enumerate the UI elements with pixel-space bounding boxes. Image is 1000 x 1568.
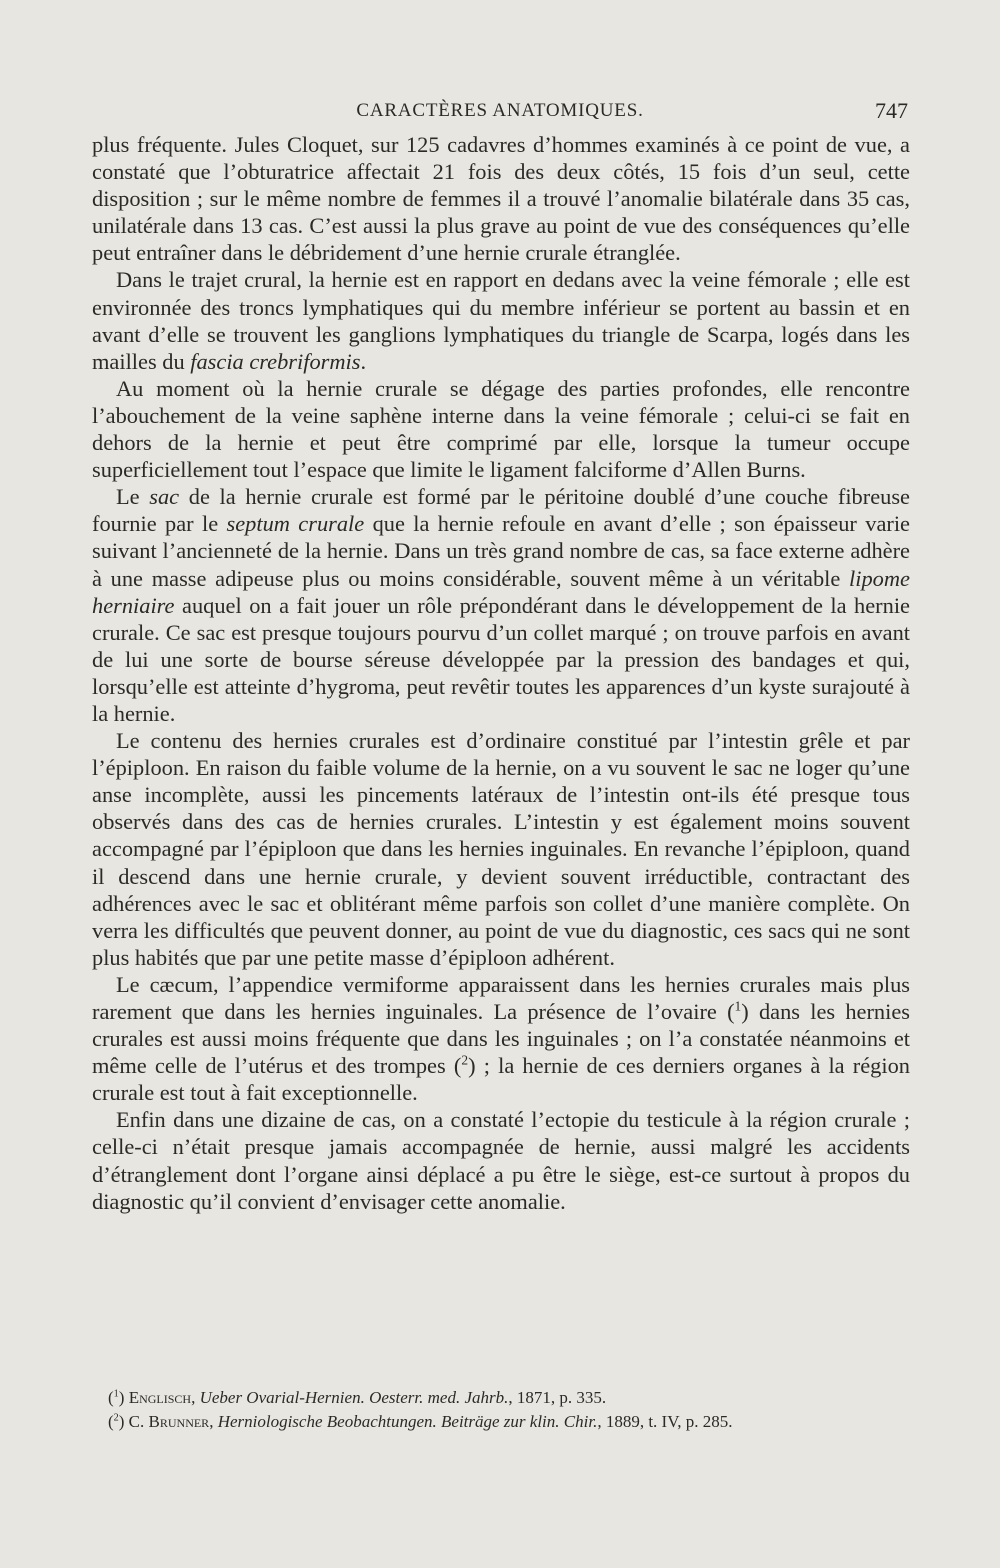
- text-run: que la hernie refoule en avant d’elle ; son épaisseur varie suivant l’ancienneté de la hernie. Dans un très grand nombre de cas, sa face externe adhère à une masse adipeuse plus ou moins considérable, souvent même à un véritable: [92, 511, 910, 591]
- body-text: [92, 131, 910, 1215]
- paragraph: [92, 971, 910, 1106]
- italic-text: lipome herniaire: [92, 565, 910, 618]
- paragraph: [92, 131, 910, 266]
- italic-text: Herniologische Beobachtungen. Beiträge zur klin. Chir.: [217, 1412, 598, 1431]
- text-run: ) dans les hernies crurales est aussi moins fréquente que dans les inguinales ; on l’a constatée néanmoins et même celle de l’utérus et des trompes (: [92, 999, 910, 1079]
- italic-text: sac: [149, 484, 180, 510]
- text-run: Le contenu des hernies crurales est d’ordinaire constitué par l’intestin grêle et par l’épiploon. En raison du faible volume de la hernie, on a vu souvent le sac ne loger qu’une anse incomplète, aussi les pincements latéraux de l’intestin ont-ils été presque tous observés dans des cas de hernies crurales. L’intestin y est également moins souvent accompagné par l’épiploon que dans les hernies inguinales. En revanche l’épiploon, quand il descend dans une hernie crurale, y devient souvent irréductible, contractant des adhérences avec le sac et oblitérant même parfois son collet d’une manière complète. On verra les difficultés que peuvent donner, au point de vue du diagnostic, ces sacs qui ne sont plus habités que par une petite masse d’épiploon adhérent.: [92, 728, 910, 970]
- text-run: (: [108, 1388, 114, 1407]
- text-run: ): [118, 1388, 129, 1407]
- footnote-ref: 2: [461, 1052, 469, 1068]
- text-run: Le cæcum, l’appendice vermiforme apparaissent dans les hernies crurales mais plus rarement que dans les hernies inguinales. La présence de l’ovaire (: [92, 971, 910, 1024]
- paragraph: [92, 727, 910, 971]
- text-run: , 1871, p. 335.: [508, 1388, 607, 1407]
- paragraph: [92, 1106, 910, 1214]
- text-run: (: [108, 1412, 114, 1431]
- paragraph: [92, 266, 910, 374]
- text-run: Enfin dans une dizaine de cas, on a constaté l’ectopie du testicule à la région crurale ; celle-ci n’était presque jamais accompagnée de hernie, aussi malgré les accidents d’étranglement dont l’organe ainsi déplacé a pu être le siège, est-ce surtout à propos du diagnostic qu’il convient d’envisager cette anomalie.: [92, 1107, 910, 1214]
- page-header: [92, 94, 908, 124]
- running-title: CARACTÈRES ANATOMIQUES.: [356, 100, 644, 121]
- footnote: [108, 1386, 908, 1410]
- text-run: .: [360, 348, 367, 374]
- paragraph: [92, 375, 910, 483]
- author-name: Englisch: [128, 1388, 192, 1407]
- footnotes: [108, 1386, 908, 1434]
- text-run: ) C.: [118, 1412, 149, 1431]
- footnote-ref: 1: [734, 998, 742, 1014]
- text-run: ,: [191, 1388, 200, 1407]
- text-run: ) ; la hernie de ces derniers organes à la région crurale est tout à fait exceptionnelle.: [92, 1053, 910, 1106]
- footnote-ref: 2: [113, 1412, 119, 1424]
- footnote: [108, 1410, 908, 1434]
- text-run: plus fréquente. Jules Cloquet, sur 125 cadavres d’hommes examinés à ce point de vue, a constaté que l’obturatrice affectait 21 fois des deux côtés, 15 fois d’un seul, cette disposition ; sur le même nombre de femmes il a trouvé l’anomalie bilatérale dans 35 cas, unilatérale dans 13 cas. C’est aussi la plus grave au point de vue des conséquences qu’elle peut entraîner dans le débridement d’une hernie crurale étranglée.: [92, 132, 910, 266]
- text-run: , 1889, t. IV, p. 285.: [597, 1412, 733, 1431]
- footnote-ref: 1: [113, 1388, 119, 1400]
- italic-text: Ueber Ovarial-Hernien. Oesterr. med. Jahrb.: [199, 1388, 509, 1407]
- text-run: ,: [209, 1412, 218, 1431]
- text-run: Le: [116, 484, 150, 510]
- text-run: auquel on a fait jouer un rôle prépondérant dans le développement de la hernie crurale. Ce sac est presque toujours pourvu d’un collet marqué ; on trouve parfois en avant de lui une sorte de bourse séreuse développée par la pression des bandages et qui, lorsqu’elle est atteinte d’hygroma, peut revêtir toutes les apparences d’un kyste surajouté à la hernie.: [92, 592, 910, 726]
- text-run: Dans le trajet crural, la hernie est en rapport en dedans avec la veine fémorale ; elle est environnée des troncs lymphatiques qui du membre inférieur se portent au bassin et en avant d’elle se trouvent les ganglions lymphatiques du triangle de Scarpa, logés dans les mailles du: [92, 267, 910, 374]
- author-name: Brunner: [148, 1412, 210, 1431]
- page-number: 747: [875, 98, 908, 123]
- text-run: de la hernie crurale est formé par le péritoine doublé d’une couche fibreuse fournie par le: [92, 484, 910, 537]
- text-run: Au moment où la hernie crurale se dégage des parties profondes, elle rencontre l’abouchement de la veine saphène interne dans la veine fémorale ; celui-ci se fait en dehors de la hernie et peut être comprimé par elle, lorsque la tumeur occupe superficiellement tout l’espace que limite le ligament falciforme d’Allen Burns.: [92, 375, 910, 483]
- italic-text: fascia crebriformis: [190, 348, 361, 374]
- italic-text: septum crurale: [226, 511, 365, 537]
- paragraph: [92, 483, 910, 727]
